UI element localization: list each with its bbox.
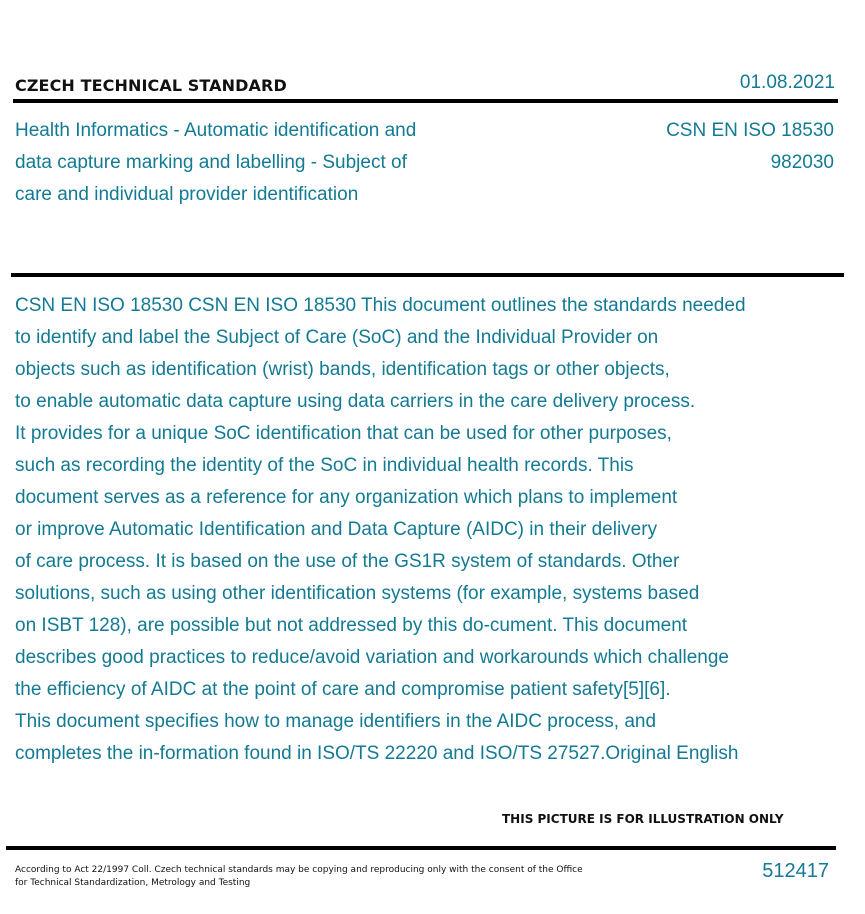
abstract-line: CSN EN ISO 18530 CSN EN ISO 18530 This document outlines the standards needed	[15, 295, 746, 316]
abstract-line: This document specifies how to manage identifiers in the AIDC process, and	[15, 711, 657, 732]
standard-code: CSN EN ISO 18530	[666, 120, 834, 141]
abstract-line: describes good practices to reduce/avoid variation and workarounds which challenge	[15, 647, 729, 668]
document-title-line: Health Informatics - Automatic identification and	[15, 120, 417, 141]
publication-date: 01.08.2021	[739, 72, 835, 93]
abstract-line: document serves as a reference for any organization which plans to implement	[15, 487, 678, 508]
document-title-line: care and individual provider identification	[15, 184, 359, 205]
abstract-line: objects such as identification (wrist) bands, identification tags or other objects,	[15, 359, 670, 380]
abstract-line: on ISBT 128), are possible but not addressed by this do-cument. This document	[15, 615, 688, 636]
catalog-number: 982030	[770, 152, 834, 173]
standard-type-heading: CZECH TECHNICAL STANDARD	[15, 76, 287, 95]
abstract-line: to enable automatic data capture using data carriers in the care delivery process.	[15, 391, 696, 412]
copyright-notice	[15, 864, 615, 890]
footer-divider	[6, 846, 836, 850]
title-divider	[11, 273, 844, 277]
copyright-notice-line: for Technical Standardization, Metrology and Testing	[15, 878, 251, 888]
illustration-disclaimer: THIS PICTURE IS FOR ILLUSTRATION ONLY	[502, 812, 784, 826]
abstract-line: the efficiency of AIDC at the point of care and compromise patient safety[5][6].	[15, 679, 671, 700]
product-number: 512417	[762, 860, 829, 882]
abstract-line: of care process. It is based on the use of the GS1R system of standards. Other	[15, 551, 680, 572]
abstract-line: such as recording the identity of the SoC in individual health records. This	[15, 455, 634, 476]
document-abstract	[15, 290, 863, 770]
copyright-notice-line: According to Act 22/1997 Coll. Czech technical standards may be copying and reproducing only with the consent of the Office	[15, 865, 583, 875]
document-identifiers	[666, 115, 834, 179]
abstract-line: solutions, such as using other identification systems (for example, systems based	[15, 583, 700, 604]
abstract-line: to identify and label the Subject of Care (SoC) and the Individual Provider on	[15, 327, 659, 348]
abstract-line: completes the in-formation found in ISO/TS 22220 and ISO/TS 27527.Original English	[15, 743, 739, 764]
document-title	[15, 115, 485, 211]
abstract-line: or improve Automatic Identification and Data Capture (AIDC) in their delivery	[15, 519, 658, 540]
document-title-line: data capture marking and labelling - Subject of	[15, 152, 407, 173]
abstract-line: It provides for a unique SoC identification that can be used for other purposes,	[15, 423, 672, 444]
header-divider	[13, 99, 838, 103]
